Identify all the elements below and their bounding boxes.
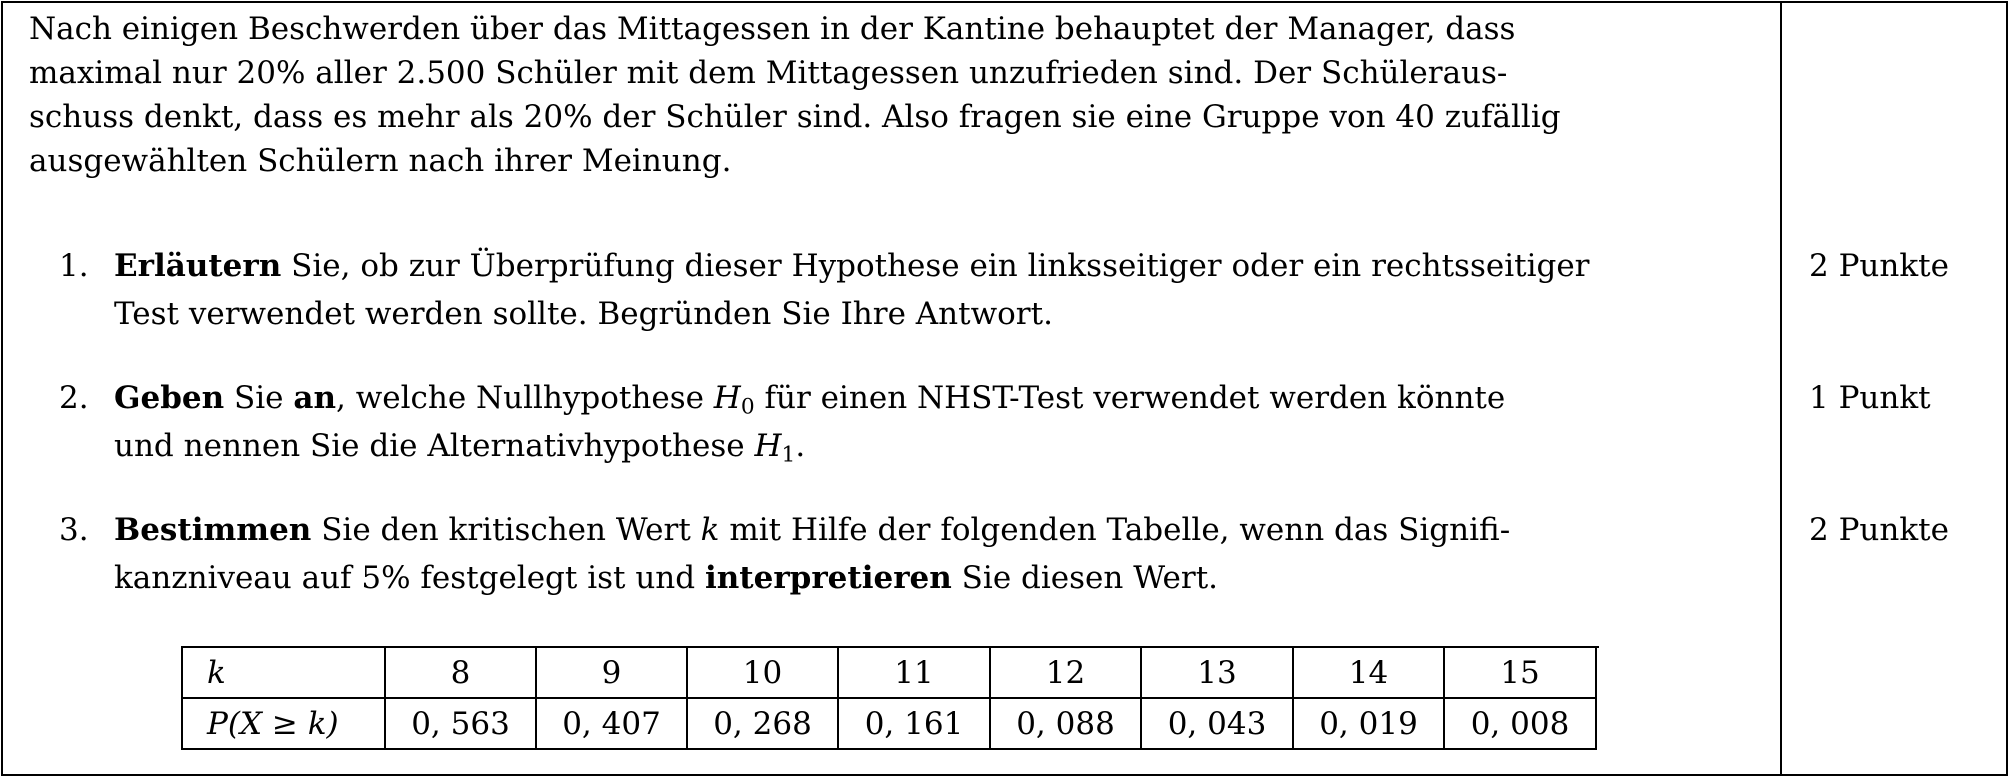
task-2-points: 1 Punkt [1809, 380, 1931, 416]
probability-table [181, 646, 1599, 750]
task-2-verb-2: an [293, 380, 336, 416]
intro-line-3: schuss denkt, dass es mehr als 20% der Schüler sind. Also fragen sie eine Gruppe von 40 zufällig [29, 99, 1561, 135]
table-cell-probability: 0, 088 [991, 699, 1142, 750]
task-2-verb: Geben [114, 380, 225, 416]
task-1-verb: Erläutern [114, 248, 282, 284]
task-2-line-1-a: , welche Nullhypothese [335, 380, 714, 416]
table-cell-probability: 0, 407 [537, 699, 688, 750]
intro-line-1: Nach einigen Beschwerden über das Mittagessen in der Kantine behauptet der Manager, dass [29, 11, 1516, 47]
table-cell-k: 9 [537, 648, 688, 699]
task-2-line-1 [114, 380, 1506, 420]
task-1-line-1 [114, 248, 1590, 284]
table-cell-probability: 0, 268 [688, 699, 839, 750]
task-2-line-2 [114, 428, 806, 468]
table-cell-k: 15 [1445, 648, 1597, 699]
task-3-line-1 [114, 512, 1511, 548]
task-2-line-2-b: . [795, 428, 806, 464]
table-cell-k: 13 [1142, 648, 1294, 699]
points-column-divider [1780, 3, 1782, 774]
task-2-mid: Sie [224, 380, 294, 416]
table-cell-probability: 0, 008 [1445, 699, 1597, 750]
table-cell-k: 8 [386, 648, 537, 699]
task-1-number: 1. [59, 248, 89, 284]
h1-subscript: 1 [781, 442, 796, 468]
table-cell-k: 11 [839, 648, 991, 699]
k-symbol: k [700, 512, 720, 548]
task-3-line-2-a: kanzniveau auf 5% festgelegt ist und [114, 560, 705, 596]
task-3-line-2-b: Sie diesen Wert. [951, 560, 1219, 596]
table-cell-k: 10 [688, 648, 839, 699]
task-3-line-1-b: mit Hilfe der folgenden Tabelle, wenn das Signifi- [719, 512, 1511, 548]
task-1-line-2: Test verwendet werden sollte. Begründen Sie Ihre Antwort. [114, 296, 1053, 332]
task-3-verb: Bestimmen [114, 512, 312, 548]
table-cell-probability: 0, 043 [1142, 699, 1294, 750]
task-2-number: 2. [59, 380, 89, 416]
task-3-line-2 [114, 560, 1219, 596]
table-cell-k: 12 [991, 648, 1142, 699]
table-cell-probability: 0, 161 [839, 699, 991, 750]
task-3-line-1-a: Sie den kritischen Wert [311, 512, 701, 548]
task-3-number: 3. [59, 512, 89, 548]
table-cell-k: 14 [1294, 648, 1445, 699]
intro-line-4: ausgewählten Schülern nach ihrer Meinung. [29, 143, 732, 179]
table-row-label-k: k [183, 648, 386, 699]
h1-symbol: H [754, 428, 782, 464]
table-cell-probability: 0, 019 [1294, 699, 1445, 750]
task-2-line-1-b: für einen NHST-Test verwendet werden könnte [754, 380, 1506, 416]
table-cell-probability: 0, 563 [386, 699, 537, 750]
task-1-line-1-rest: Sie, ob zur Überprüfung dieser Hypothese ein linksseitiger oder ein rechtsseitiger [281, 248, 1590, 284]
intro-line-2: maximal nur 20% aller 2.500 Schüler mit dem Mittagessen unzufrieden sind. Der Schüleraus- [29, 55, 1508, 91]
h0-subscript: 0 [740, 394, 755, 420]
task-3-points: 2 Punkte [1809, 512, 1949, 548]
task-3-verb-2: interpretieren [704, 560, 952, 596]
table-row-label-probability: P(X ≥ k) [183, 699, 386, 750]
h0-symbol: H [713, 380, 741, 416]
task-1-points: 2 Punkte [1809, 248, 1949, 284]
task-2-line-2-a: und nennen Sie die Alternativhypothese [114, 428, 755, 464]
